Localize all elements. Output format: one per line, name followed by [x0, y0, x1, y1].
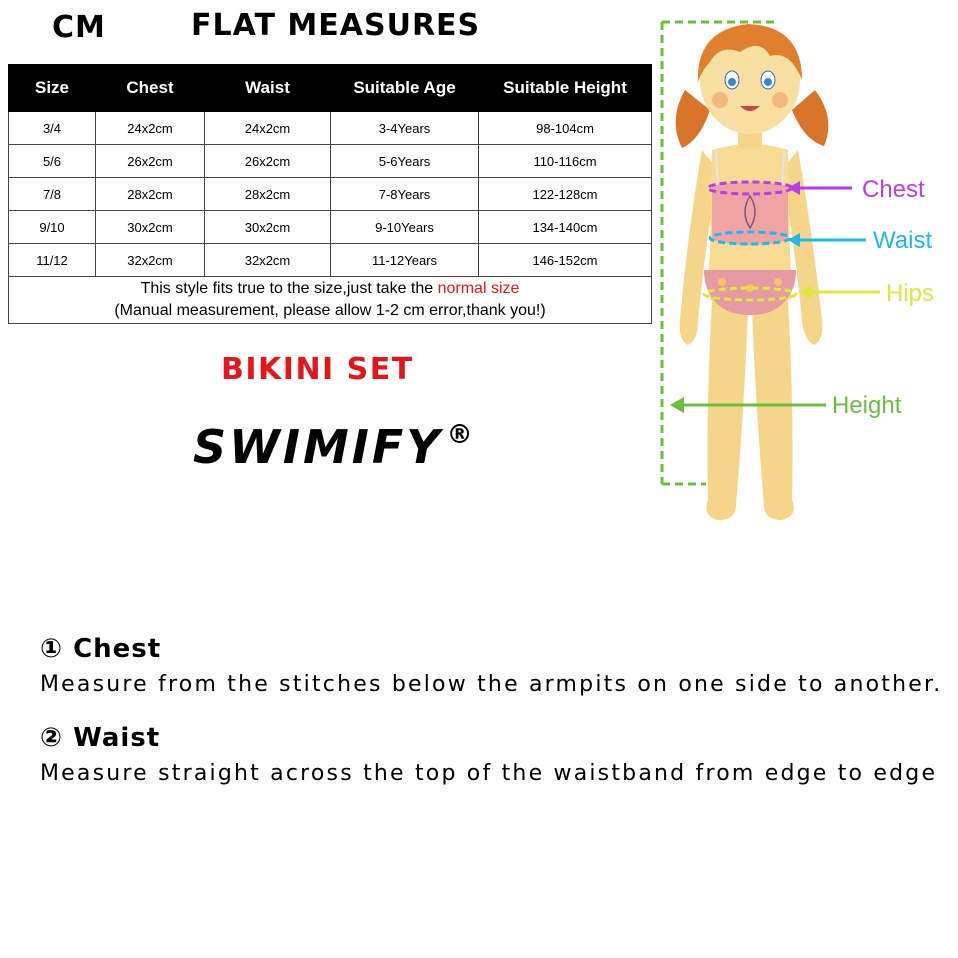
table-row [9, 244, 652, 277]
waist-instruction [40, 723, 937, 786]
table-row [9, 112, 652, 145]
table-cell: 24x2cm [205, 112, 331, 145]
table-cell: 5-6Years [331, 145, 479, 178]
table-cell: 30x2cm [205, 211, 331, 244]
table-row [9, 145, 652, 178]
table-cell: 9-10Years [331, 211, 479, 244]
brand-logo [193, 419, 476, 474]
chest-label: Chest [862, 176, 925, 203]
height-label: Height [832, 392, 902, 419]
fit-note [9, 277, 652, 324]
table-note-row [9, 277, 652, 324]
column-header: Size [9, 65, 96, 112]
chest-instruction-text: Measure from the stitches below the armpits on one side to another. [40, 672, 943, 697]
size-chart-table [8, 64, 652, 324]
table-cell: 26x2cm [96, 145, 205, 178]
table-cell: 24x2cm [96, 112, 205, 145]
column-header: Waist [205, 65, 331, 112]
table-row [9, 178, 652, 211]
fit-note-text: This style fits true to the size,just take the [140, 280, 438, 297]
chest-instruction-title: ① Chest [40, 634, 162, 664]
table-row [9, 211, 652, 244]
table-cell: 11/12 [9, 244, 96, 277]
table-cell: 122-128cm [479, 178, 652, 211]
hips-label: Hips [886, 280, 935, 307]
girl-illustration [676, 24, 829, 520]
table-cell: 11-12Years [331, 244, 479, 277]
child-measurement-figure [640, 0, 958, 540]
table-cell: 98-104cm [479, 112, 652, 145]
table-header-row [9, 65, 652, 112]
table-cell: 7-8Years [331, 178, 479, 211]
error-note-text: (Manual measurement, please allow 1-2 cm error,thank you!) [114, 302, 546, 319]
table-cell: 146-152cm [479, 244, 652, 277]
table-cell: 32x2cm [96, 244, 205, 277]
table-cell: 9/10 [9, 211, 96, 244]
brand-name: SWIMIFY [193, 420, 443, 474]
fit-note-highlight: normal size [437, 280, 520, 297]
product-type: BIKINI SET [221, 352, 414, 387]
chest-instruction [40, 634, 942, 697]
table-cell: 5/6 [9, 145, 96, 178]
unit-label: CM [52, 10, 106, 45]
page-title: FLAT MEASURES [191, 8, 481, 43]
table-cell: 30x2cm [96, 211, 205, 244]
table-cell: 3/4 [9, 112, 96, 145]
column-header: Suitable Age [331, 65, 479, 112]
column-header: Suitable Height [479, 65, 652, 112]
waist-instruction-title: ② Waist [40, 723, 161, 753]
waist-label: Waist [873, 227, 933, 254]
column-header: Chest [96, 65, 205, 112]
table-cell: 7/8 [9, 178, 96, 211]
table-cell: 134-140cm [479, 211, 652, 244]
table-cell: 28x2cm [205, 178, 331, 211]
table-cell: 26x2cm [205, 145, 331, 178]
table-cell: 28x2cm [96, 178, 205, 211]
table-cell: 110-116cm [479, 145, 652, 178]
registered-mark: ® [446, 419, 476, 450]
waist-instruction-text: Measure straight across the top of the waistband from edge to edge [40, 761, 938, 786]
table-cell: 3-4Years [331, 112, 479, 145]
table-cell: 32x2cm [205, 244, 331, 277]
